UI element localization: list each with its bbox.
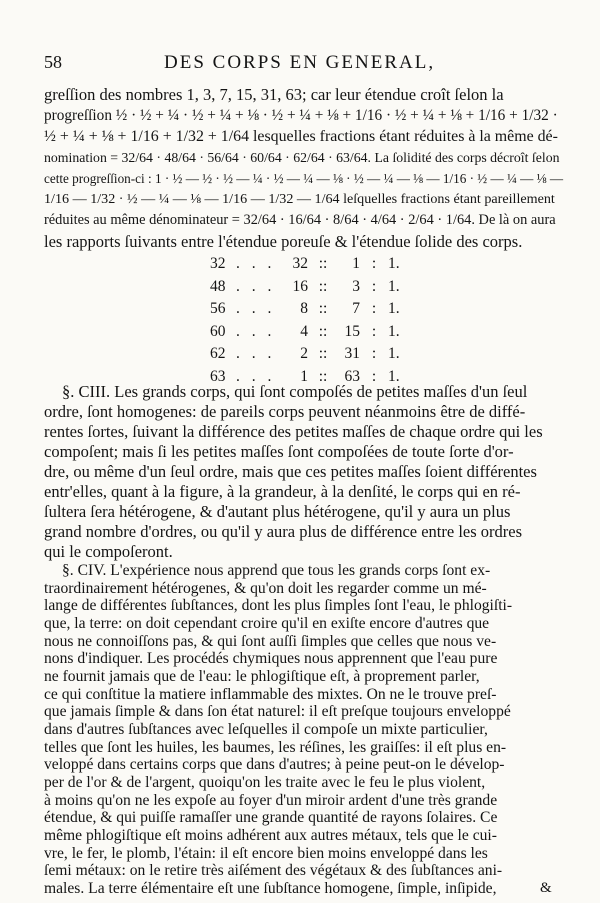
unit-value: 1. (388, 345, 400, 362)
dot-leader: . . . (236, 367, 276, 385)
ratio-colon: : (371, 322, 377, 340)
section-civ-line: même phlogiſtique eſt moins adhérent aux autres métaux, tels que le cui- (44, 827, 497, 844)
text-line: greſſion des nombres 1, 3, 7, 15, 31, 63; car leur étendue croît ſelon la (44, 85, 504, 104)
ratio-colon: : (371, 300, 377, 317)
porous-value: 48 (210, 277, 226, 295)
porous-value: 62 (210, 345, 226, 362)
porous-value: 63 (210, 367, 226, 385)
section-civ-line: ce qui conſtitue la matiere inflammable des mixtes. On ne le trouve preſ- (44, 685, 497, 703)
section-ciii-line: grand nombre d'ordres, ou qu'il y aura plus de différence entre les ordres (44, 522, 523, 541)
solid-value: 2 (300, 345, 308, 362)
dot-leader: . . . (236, 300, 276, 317)
section-civ-line: nons d'indiquer. Les procédés chymiques nous apprennent que l'eau pure (44, 650, 498, 668)
ratio-colon: : (371, 277, 377, 295)
ratio-colons: :: (318, 345, 328, 362)
ratio-colon: : (371, 255, 377, 272)
section-ciii-line: §. CIII. Les grands corps, qui ſont compoſés de petites maſſes d'un ſeul (62, 382, 528, 401)
reduced-value: 63 (344, 367, 360, 385)
table-row (210, 253, 410, 276)
solid-value: 1 (300, 367, 308, 385)
table-row (210, 298, 410, 321)
section-civ-line: ne fournit jamais que de l'eau: le phlogiſtique eſt, à proprement parler, (44, 668, 480, 685)
table-row (210, 276, 410, 299)
section-civ-line: lange de différentes ſubſtances, dont les plus ſimples ſont l'eau, le phlogiſti- (44, 597, 513, 615)
section-civ-line: traordinairement hétérogenes, & qu'on doit les regarder comme un mé- (44, 579, 487, 597)
section-civ-line: §. CIV. L'expérience nous apprend que tous les grands corps ſont ex- (62, 562, 491, 579)
ratio-colons: :: (318, 255, 328, 272)
section-civ-line: nous ne connoiſſons pas, & qui ſont auſſi ſimples que celles que nous ve- (44, 632, 497, 650)
unit-value: 1. (388, 277, 400, 295)
text-line: progreſſion ½ · ½ + ¼ · ½ + ¼ + ⅛ · ½ + ¼ + ⅛ + 1/16 · ½ + ¼ + ⅛ + 1/16 + 1/32 · (44, 107, 558, 124)
section-ciii-line: entr'elles, quant à la figure, à la grandeur, à la denſité, le corps qui en ré- (44, 482, 521, 501)
section-civ-line: per de l'or & de l'argent, quoiqu'on les traite avec le feu le plus violent, (44, 774, 486, 791)
section-civ-line: dans d'autres ſubſtances avec leſquelles il compoſe un mixte particulier, (44, 721, 488, 738)
dot-leader: . . . (236, 322, 276, 340)
porous-value: 56 (210, 300, 226, 317)
solid-value: 32 (292, 255, 308, 272)
reduced-value: 31 (344, 345, 360, 362)
unit-value: 1. (388, 367, 400, 385)
running-head: DES CORPS EN GENERAL, (164, 52, 436, 73)
ratio-colons: :: (318, 300, 328, 317)
text-line: nomination = 32/64 · 48/64 · 56/64 · 60/64 · 62/64 · 63/64. La ſolidité des corps décroît ſelon (44, 150, 560, 165)
reduced-value: 15 (344, 322, 360, 340)
section-ciii-line: rentes ſortes, ſuivant la différence des petites maſſes de chaque ordre qui les (44, 422, 543, 441)
text-line: ½ + ¼ + ⅛ + 1/16 + 1/32 + 1/64 lesquelles fractions étant réduites à la même dé- (44, 128, 558, 145)
porous-value: 32 (210, 255, 226, 272)
table-row (210, 321, 410, 344)
ratio-colons: :: (318, 277, 328, 295)
section-ciii-line: ſultera ſera hétérogene, & d'autant plus hétérogene, qu'il y aura un plus (44, 502, 511, 521)
section-ciii-line: compoſent; mais ſi les petites maſſes ſont compoſées de toute ſorte d'or- (44, 442, 514, 461)
solid-value: 4 (300, 322, 308, 340)
ratio-colons: :: (318, 367, 328, 385)
section-civ-line: à moins qu'on ne les expoſe au foyer d'un miroir ardent d'une très grande (44, 791, 498, 809)
ratio-colon: : (371, 345, 377, 362)
section-civ-line: telles que ſont les huiles, les baumes, les réſines, les graiſſes: il eſt plus en- (44, 738, 507, 756)
dot-leader: . . . (236, 255, 276, 272)
reduced-value: 7 (352, 300, 360, 317)
section-civ-line: étendue, & qui puiſſe ramaſſer une grande quantité de rayons ſolaires. Ce (44, 809, 498, 827)
unit-value: 1. (388, 322, 400, 340)
reduced-value: 3 (352, 277, 360, 295)
section-civ-line: males. La terre élémentaire eſt une ſubſtance homogene, ſimple, inſipide, (44, 880, 497, 897)
text-line: 1/16 — 1/32 · ½ — ¼ — ⅛ — 1/16 — 1/32 — 1/64 leſquelles fractions étant pareillement (44, 191, 555, 207)
section-civ-line: que, la terre: on doit cependant croire qu'il en exiſte encore d'autres que (44, 615, 490, 632)
ratio-table (210, 253, 410, 388)
dot-leader: . . . (236, 277, 276, 295)
text-line: réduites au même dénominateur = 32/64 · 16/64 · 8/64 · 4/64 · 2/64 · 1/64. De là on aura (44, 212, 556, 228)
catchword: & (540, 880, 552, 896)
solid-value: 16 (292, 277, 308, 295)
ratio-colon: : (371, 367, 377, 385)
page-number: 58 (44, 52, 62, 72)
section-civ-line: vre, le fer, le plomb, l'étain: il eſt encore bien moins enveloppé dans les (44, 844, 488, 862)
ratio-colons: :: (318, 322, 328, 340)
unit-value: 1. (388, 255, 400, 272)
section-ciii-line: qui le compoſeront. (44, 542, 173, 561)
section-civ-line: que jamais ſimple & dans ſon état naturel: il eſt preſque toujours enveloppé (44, 703, 511, 721)
dot-leader: . . . (236, 345, 276, 362)
page-header (44, 52, 560, 78)
section-civ-line: ſemi métaux: on le retire très aiſément des végétaux & des ſubſtances ani- (44, 862, 503, 880)
porous-value: 60 (210, 322, 226, 340)
solid-value: 8 (300, 300, 308, 317)
text-line: cette progreſſion-ci : 1 · ½ — ½ · ½ — ¼ · ½ — ¼ — ⅛ · ½ — ¼ — ⅛ — 1/16 · ½ — ¼ — ⅛ — (44, 171, 564, 186)
reduced-value: 1 (352, 255, 360, 272)
text-line: les rapports ſuivants entre l'étendue poreuſe & l'étendue ſolide des corps. (44, 232, 523, 251)
table-row (210, 343, 410, 366)
section-ciii-line: dre, ou même d'un ſeul ordre, mais que ces petites maſſes ſoient différentes (44, 462, 537, 481)
unit-value: 1. (388, 300, 400, 317)
section-ciii-line: ordre, ſont homogenes: de pareils corps peuvent néanmoins être de diffé- (44, 402, 526, 421)
section-civ-line: veloppé dans certains corps que dans d'autres; à peine peut-on le dévelop- (44, 756, 505, 774)
